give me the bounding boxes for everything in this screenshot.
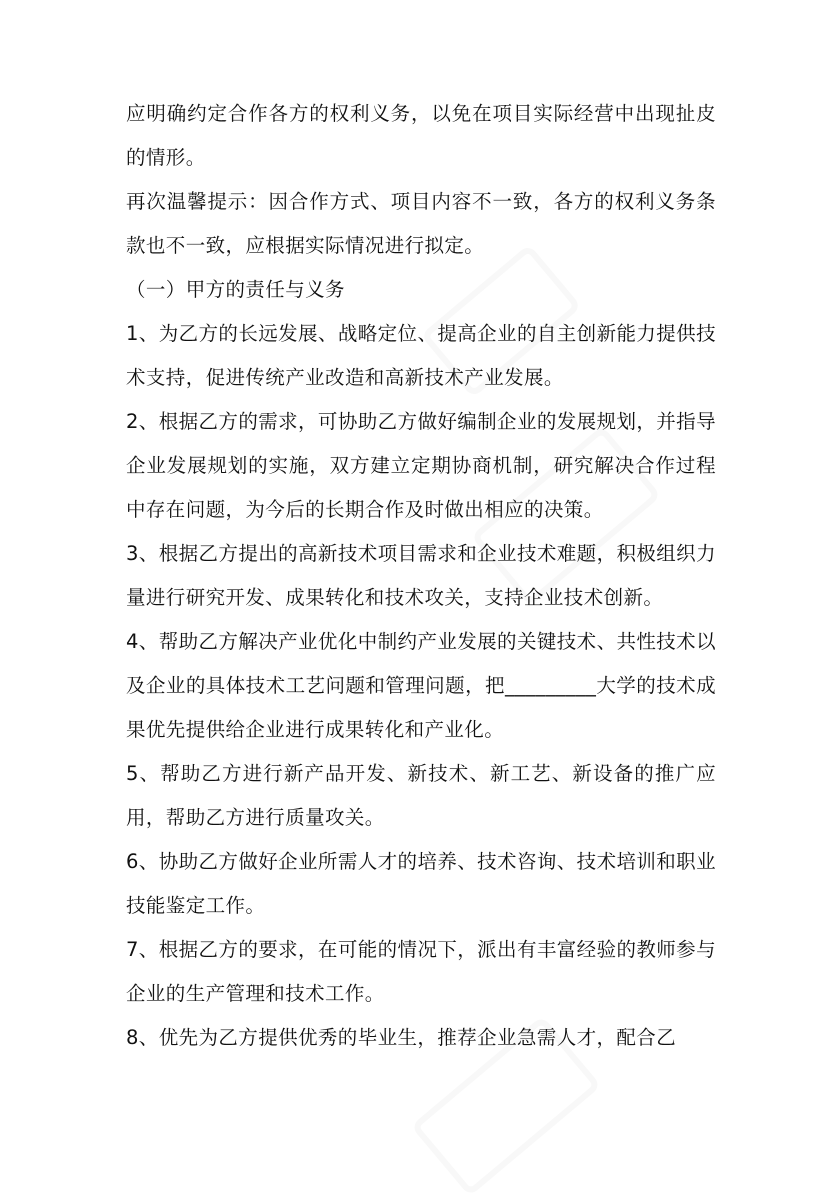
list-item-5: 5、帮助乙方进行新产品开发、新技术、新工艺、新设备的推广应用，帮助乙方进行质量攻关。 xyxy=(126,762,716,829)
list-item-2: 2、根据乙方的需求，可协助乙方做好编制企业的发展规划，并指导企业发展规划的实施，双方建立定期协商机制，研究解决合作过程中存在问题，为今后的长期合作及时做出相应的决策。 xyxy=(126,410,716,521)
paragraph-rights-obligations: 应明确约定合作各方的权利义务，以免在项目实际经营中出现扯皮的情形。 xyxy=(126,102,716,169)
section-heading-party-a: （一）甲方的责任与义务 xyxy=(126,278,345,301)
list-item-3: 3、根据乙方提出的高新技术项目需求和企业技术难题，积极组织力量进行研究开发、成果转化和技术攻关，支持企业技术创新。 xyxy=(126,542,716,609)
list-item-8: 8、优先为乙方提供优秀的毕业生，推荐企业急需人才，配合乙 xyxy=(126,1026,677,1049)
list-item-1: 1、为乙方的长远发展、战略定位、提高企业的自主创新能力提供技术支持，促进传统产业改造和高新技术产业发展。 xyxy=(126,322,716,389)
list-item-4: 4、帮助乙方解决产业优化中制约产业发展的关键技术、共性技术以及企业的具体技术工艺问题和管理问题，把_________大学的技术成果优先提供给企业进行成果转化和产业化。 xyxy=(126,630,716,741)
document-body xyxy=(126,92,716,1060)
list-item-7: 7、根据乙方的要求，在可能的情况下，派出有丰富经验的教师参与企业的生产管理和技术工作。 xyxy=(126,938,716,1005)
list-item-6: 6、协助乙方做好企业所需人才的培养、技术咨询、技术培训和职业技能鉴定工作。 xyxy=(126,850,716,917)
paragraph-reminder: 再次温馨提示：因合作方式、项目内容不一致，各方的权利义务条款也不一致，应根据实际情况进行拟定。 xyxy=(126,190,716,257)
